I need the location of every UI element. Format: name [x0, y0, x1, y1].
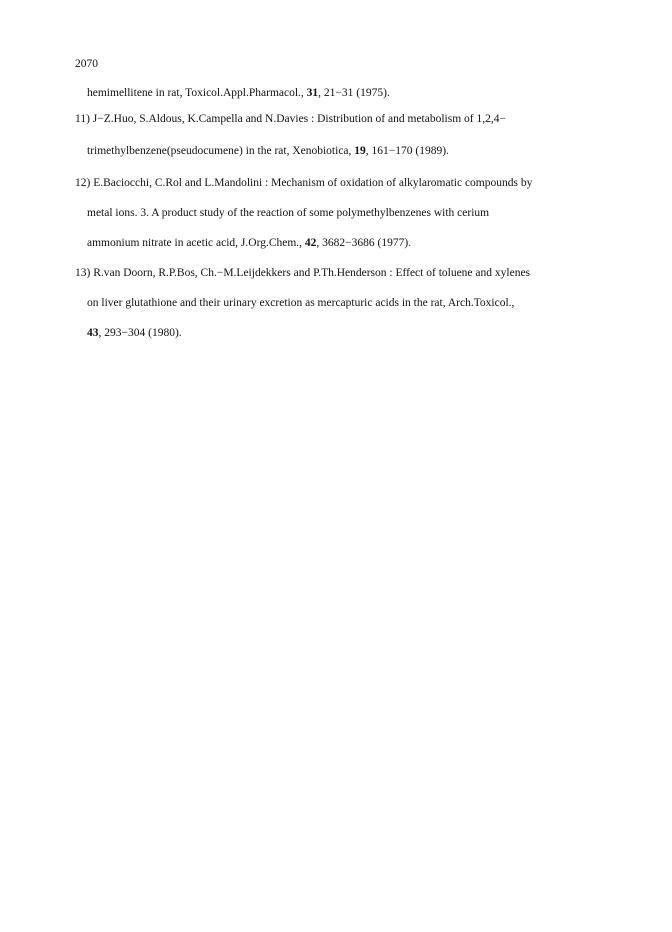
reference-11-line-2: trimethylbenzene(pseudocumene) in the rat, Xenobiotica, 19, 161−170 (1989).: [87, 145, 449, 157]
reference-13-line-3: 43, 293−304 (1980).: [87, 327, 182, 339]
reference-11-line-1: 11) J−Z.Huo, S.Aldous, K.Campella and N.Davies : Distribution of and metabolism of 1,2,4−: [75, 113, 506, 125]
page-number: 2070: [75, 58, 98, 70]
reference-12-line-3: ammonium nitrate in acetic acid, J.Org.Chem., 42, 3682−3686 (1977).: [87, 237, 412, 249]
reference-12-line-2: metal ions. 3. A product study of the reaction of some polymethylbenzenes with cerium: [87, 207, 490, 219]
reference-13-line-2: on liver glutathione and their urinary excretion as mercapturic acids in the rat, Arch.Toxicol.,: [87, 297, 515, 309]
reference-13-line-1: 13) R.van Doorn, R.P.Bos, Ch.−M.Leijdekkers and P.Th.Henderson : Effect of toluene and xylenes: [75, 267, 531, 279]
reference-line: hemimellitene in rat, Toxicol.Appl.Pharmacol., 31, 21−31 (1975).: [87, 87, 390, 99]
reference-12-line-1: 12) E.Baciocchi, C.Rol and L.Mandolini : Mechanism of oxidation of alkylaromatic compounds by: [75, 177, 533, 189]
